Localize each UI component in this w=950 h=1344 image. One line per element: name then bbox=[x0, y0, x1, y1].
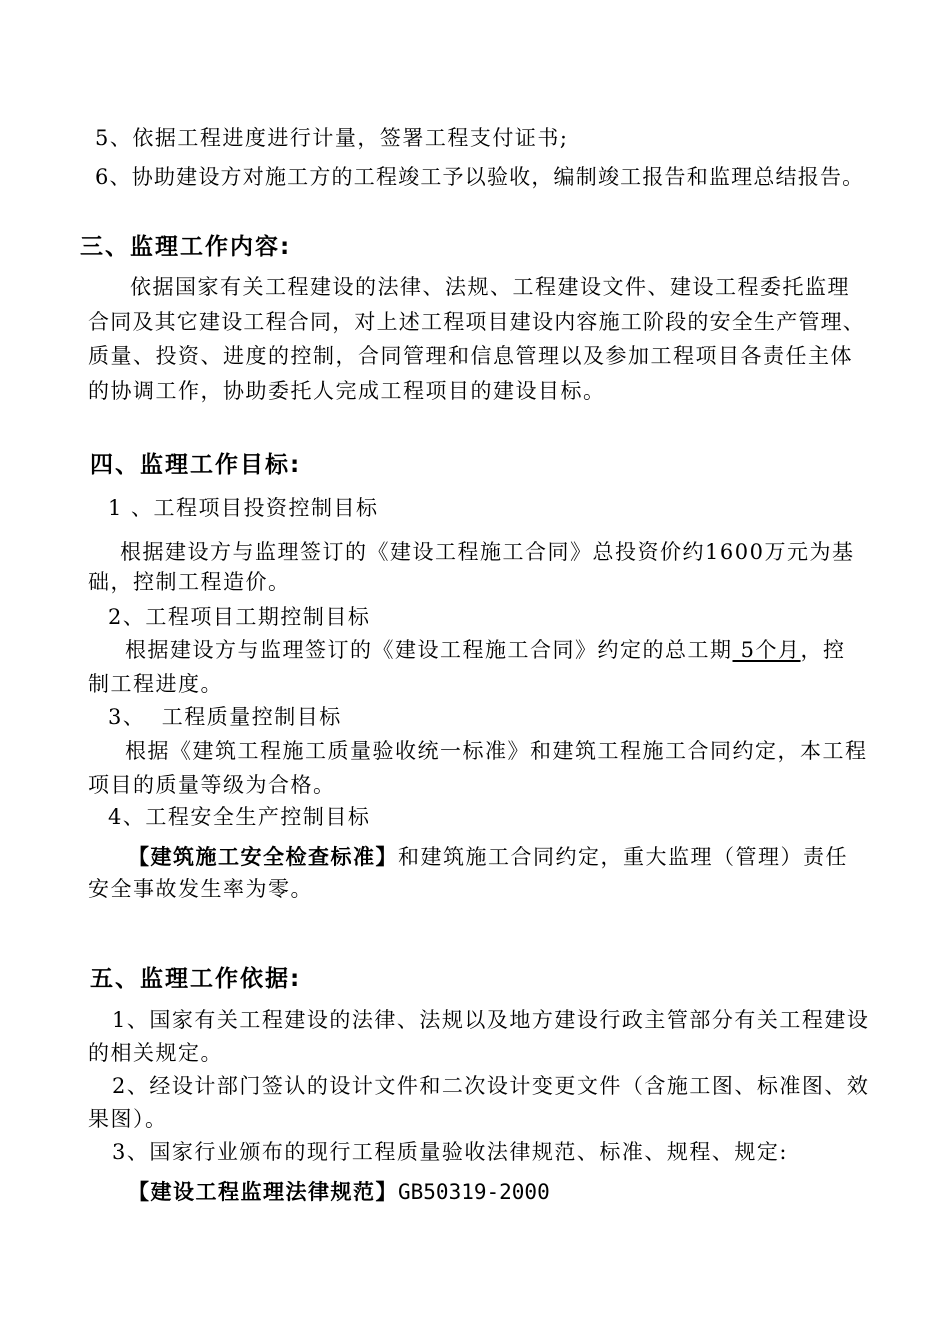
goal-4-line-2: 安全事故发生率为零。 bbox=[88, 877, 313, 901]
section-heading-goals: 四、监理工作目标: bbox=[90, 452, 302, 478]
section-heading-basis: 五、监理工作依据: bbox=[90, 966, 302, 992]
goal-3-line-1: 根据《建筑工程施工质量验收统一标准》和建筑工程施工合同约定，本工程 bbox=[125, 739, 868, 763]
goal-2-text-post: ，控 bbox=[800, 638, 846, 662]
basis-3-standard bbox=[128, 1178, 550, 1206]
goal-1-line-2: 础，控制工程造价。 bbox=[88, 570, 291, 594]
duty-item-6: 6、协助建设方对施工方的工程竣工予以验收，编制竣工报告和监理总结报告。 bbox=[95, 165, 865, 189]
goal-3-title: 3、 工程质量控制目标 bbox=[108, 705, 342, 729]
goal-3-line-2: 项目的质量等级为合格。 bbox=[88, 773, 336, 797]
section-heading-content: 三、监理工作内容: bbox=[80, 234, 292, 260]
basis-3-standard-name: 【建设工程监理法律规范】 bbox=[128, 1180, 398, 1204]
content-paragraph-line-3: 质量、投资、进度的控制，合同管理和信息管理以及参加工程项目各责任主体 bbox=[88, 344, 853, 368]
goal-2-line-1 bbox=[125, 636, 846, 664]
goal-2-title: 2、工程项目工期控制目标 bbox=[108, 605, 371, 629]
duty-item-5: 5、依据工程进度进行计量，签署工程支付证书; bbox=[95, 126, 569, 150]
content-paragraph-line-1: 依据国家有关工程建设的法律、法规、工程建设文件、建设工程委托监理 bbox=[130, 275, 850, 299]
basis-3-text: 3、国家行业颁布的现行工程质量验收法律规范、标准、规程、规定: bbox=[112, 1140, 788, 1164]
goal-4-text: 和建筑施工合同约定，重大监理（管理）责任 bbox=[398, 845, 848, 869]
goal-2-text-pre: 根据建设方与监理签订的《建设工程施工合同》约定的总工期 bbox=[125, 638, 733, 662]
basis-2-line-2: 果图）。 bbox=[88, 1107, 168, 1131]
goal-1-line-1: 根据建设方与监理签订的《建设工程施工合同》总投资价约1600万元为基 bbox=[120, 540, 855, 564]
content-paragraph-line-2: 合同及其它建设工程合同，对上述工程项目建设内容施工阶段的安全生产管理、 bbox=[88, 310, 865, 334]
goal-4-line-1 bbox=[128, 843, 848, 871]
basis-3-standard-code: GB50319-2000 bbox=[398, 1180, 550, 1204]
goal-4-title: 4、工程安全生产控制目标 bbox=[108, 805, 371, 829]
basis-2-line-1: 2、经设计部门签认的设计文件和二次设计变更文件（含施工图、标准图、效 bbox=[112, 1074, 870, 1098]
content-paragraph-line-4: 的协调工作，协助委托人完成工程项目的建设目标。 bbox=[88, 379, 606, 403]
basis-1-line-2: 的相关规定。 bbox=[88, 1041, 223, 1065]
basis-1-line-1: 1、国家有关工程建设的法律、法规以及地方建设行政主管部分有关工程建设 bbox=[112, 1008, 870, 1032]
goal-1-title: 1 、工程项目投资控制目标 bbox=[108, 496, 379, 520]
goal-2-period-value: 5个月 bbox=[732, 638, 801, 662]
goal-2-line-2: 制工程进度。 bbox=[88, 672, 223, 696]
goal-4-standard-name: 【建筑施工安全检查标准】 bbox=[128, 845, 398, 869]
